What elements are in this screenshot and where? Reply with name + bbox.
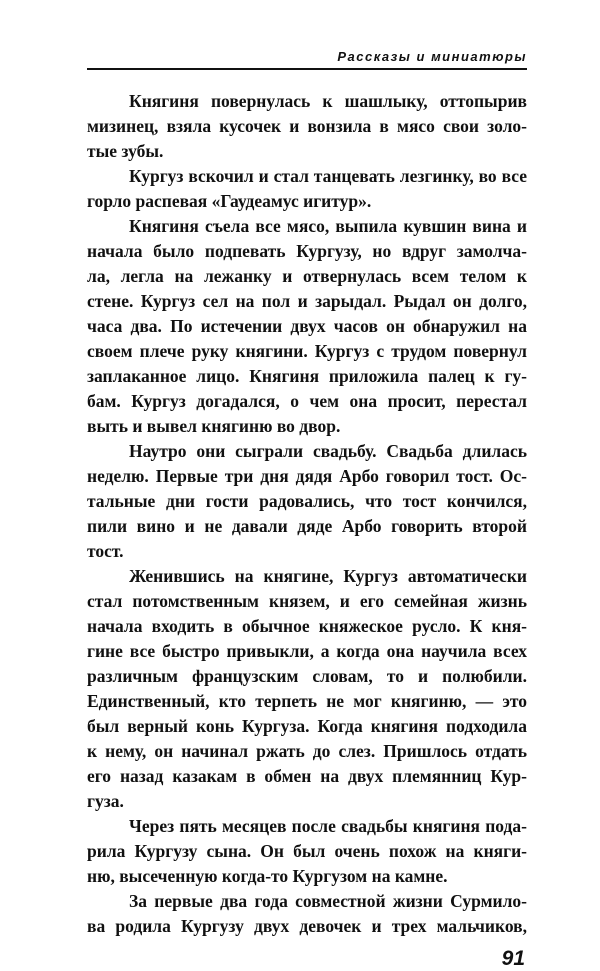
- text-line: мизинец, взяла кусочек и вонзила в мясо свои золо-: [87, 116, 527, 136]
- text-line: Через пять месяцев после свадьбы княгиня пода-: [129, 816, 527, 836]
- text-line: ва родила Кургузу двух девочек и трех мальчиков,: [87, 916, 527, 936]
- paragraph: [87, 439, 527, 564]
- running-head: [87, 48, 527, 70]
- text-line: Княгиня повернулась к шашлыку, оттопырив: [129, 91, 527, 111]
- text-line: бам. Кургуз догадался, о чем она просит, перестал: [87, 391, 527, 411]
- text-line: тые зубы.: [87, 141, 164, 161]
- text-line: часа два. По истечении двух часов он обнаружил на: [87, 316, 527, 336]
- text-line: начала входить в обычное княжеское русло. К кня-: [87, 616, 527, 636]
- text-line: выть и вывел княгиню во двор.: [87, 416, 341, 436]
- text-line: стал потомственным князем, и его семейная жизнь: [87, 591, 527, 611]
- paragraph: [87, 889, 527, 939]
- text-line: к нему, он начинал ржать до слез. Пришлось отдать: [87, 741, 527, 761]
- text-line: гине все быстро привыкли, а когда она научила всех: [87, 641, 527, 661]
- paragraph: [87, 164, 527, 214]
- text-line: рила Кургузу сына. Он был очень похож на княги-: [87, 841, 527, 861]
- paragraph: [87, 89, 527, 164]
- text-line: был верный конь Кургуза. Когда княгиня подходила: [87, 716, 527, 736]
- body-text: [87, 89, 527, 939]
- running-title: Рассказы и миниатюры: [337, 49, 527, 64]
- paragraph: [87, 814, 527, 889]
- text-line: За первые два года совместной жизни Сурмило-: [129, 891, 527, 911]
- text-line: Наутро они сыграли свадьбу. Свадьба длилась: [129, 441, 527, 461]
- text-line: горло распевая «Гаудеамус игитур».: [87, 191, 372, 211]
- text-line: Женившись на княгине, Кургуз автоматически: [129, 566, 527, 586]
- text-line: неделю. Первые три дня дядя Арбо говорил тост. Ос-: [87, 466, 527, 486]
- text-line: своем плече руку княгини. Кургуз с трудом повернул: [87, 341, 527, 361]
- text-line: пили вино и не давали дяде Арбо говорить второй: [87, 516, 527, 536]
- text-line: начала было подпевать Кургузу, но вдруг замолча-: [87, 241, 527, 261]
- text-line: ню, высеченную когда-то Кургузом на камне.: [87, 866, 448, 886]
- text-line: тост.: [87, 541, 124, 561]
- text-line: Кургуз вскочил и стал танцевать лезгинку, во все: [129, 166, 527, 186]
- text-line: Княгиня съела все мясо, выпила кувшин вина и: [129, 216, 527, 236]
- text-line: тальные дни гости радовались, что тост кончился,: [87, 491, 527, 511]
- text-line: заплаканное лицо. Княгиня приложила палец к гу-: [87, 366, 527, 386]
- text-line: ла, легла на лежанку и отвернулась всем телом к: [87, 266, 527, 286]
- page-number: 91: [501, 947, 525, 970]
- text-line: различным французским словам, то и полюбили.: [87, 666, 527, 686]
- paragraph: [87, 564, 527, 814]
- text-line: гуза.: [87, 791, 124, 811]
- text-line: его назад казакам в обмен на двух племянниц Кур-: [87, 766, 527, 786]
- text-line: Единственный, кто терпеть не мог княгиню, — это: [87, 691, 527, 711]
- paragraph: [87, 214, 527, 439]
- text-line: стене. Кургуз сел на пол и зарыдал. Рыдал он долго,: [87, 291, 527, 311]
